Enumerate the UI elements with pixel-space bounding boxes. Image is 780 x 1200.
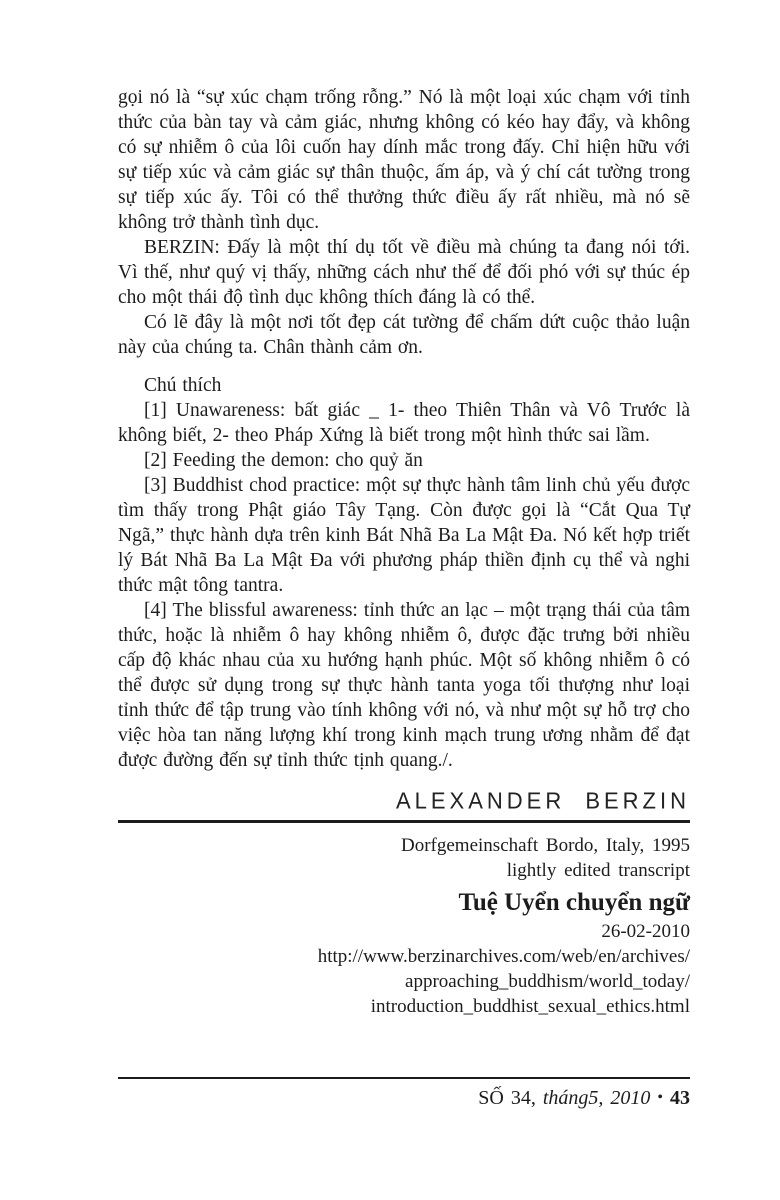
- footnote: [2] Feeding the demon: cho quỷ ăn: [144, 450, 423, 471]
- body-text: [118, 85, 690, 360]
- author-name: ALEXANDER BERZIN: [395, 787, 690, 814]
- footer-text: [118, 1086, 690, 1112]
- footer-divider: [118, 1077, 690, 1079]
- source-url-line: approaching_buddhism/world_today/: [405, 971, 690, 992]
- author-block: [118, 789, 690, 1019]
- credit-transcript-note: lightly edited transcript: [506, 860, 690, 881]
- footnotes-heading: Chú thích: [144, 375, 222, 396]
- page-footer: [118, 1077, 690, 1112]
- issue-month: tháng5, 2010: [542, 1087, 651, 1109]
- paragraph: BERZIN: Đấy là một thí dụ tốt về điều mà chúng ta đang nói tới. Vì thế, như quý vị thấy, những cách như thế để đối phó với sự thúc ép cho một thái độ tình dục không thích đáng là có thể.: [118, 237, 690, 308]
- footnote: [4] The blissful awareness: tỉnh thức an lạc – một trạng thái của tâm thức, hoặc là nhiễm ô hay không nhiễm ô, được đặc trưng bởi nhiều cấp độ khác nhau của xu hướng hạnh phúc. Một số không nhiễm ô có thể được sử dụng trong sự thực hành tanta yoga tối thượng như loại tỉnh thức để tập trung vào tính không với nó, và như một sự hỗ trợ cho việc hòa tan năng lượng khí trong kinh mạch trung ương nhằm để đạt được đường đến sự tỉnh thức tịnh quang./.: [118, 600, 690, 771]
- translator-name: Tuệ Uyển chuyển ngữ: [458, 889, 690, 916]
- footnote: [1] Unawareness: bất giác _ 1- theo Thiên Thân và Vô Trước là không biết, 2- theo Pháp Xứng là biết trong một hình thức sai lầm.: [118, 400, 690, 446]
- paragraph: gọi nó là “sự xúc chạm trống rỗng.” Nó là một loại xúc chạm với tỉnh thức của bàn tay và cảm giác, nhưng không có kéo hay đẩy, và không có sự nhiễm ô của lôi cuốn hay dính mắc trong đấy. Chỉ hiện hữu với sự tiếp xúc và cảm giác sự thân thuộc, ấm áp, và ý chí cát tường trong sự tiếp xúc ấy. Tôi có thể thưởng thức điều ấy rất nhiều, mà nó sẽ không trở thành tình dục.: [118, 87, 690, 233]
- source-url-line: http://www.berzinarchives.com/web/en/archives/: [317, 946, 690, 967]
- footnotes-section: [118, 373, 690, 773]
- source-url-line: introduction_buddhist_sexual_ethics.html: [370, 996, 690, 1017]
- bullet-separator: •: [657, 1089, 663, 1106]
- translation-date: 26-02-2010: [601, 921, 690, 942]
- issue-number: SỐ 34,: [478, 1087, 536, 1109]
- page-number: 43: [670, 1087, 690, 1109]
- paragraph: Có lẽ đây là một nơi tốt đẹp cát tường để chấm dứt cuộc thảo luận này của chúng ta. Chân thành cảm ơn.: [118, 312, 690, 358]
- footnote: [3] Buddhist chod practice: một sự thực hành tâm linh chủ yếu được tìm thấy trong Phật giáo Tây Tạng. Còn được gọi là “Cắt Qua Tự Ngã,” thực hành dựa trên kinh Bát Nhã Ba La Mật Đa. Nó kết hợp triết lý Bát Nhã Ba La Mật Đa với phương pháp thiền định cụ thể và nghi thức mật tông tantra.: [118, 475, 690, 596]
- credit-location: Dorfgemeinschaft Bordo, Italy, 1995: [401, 835, 690, 856]
- author-divider: [118, 820, 690, 823]
